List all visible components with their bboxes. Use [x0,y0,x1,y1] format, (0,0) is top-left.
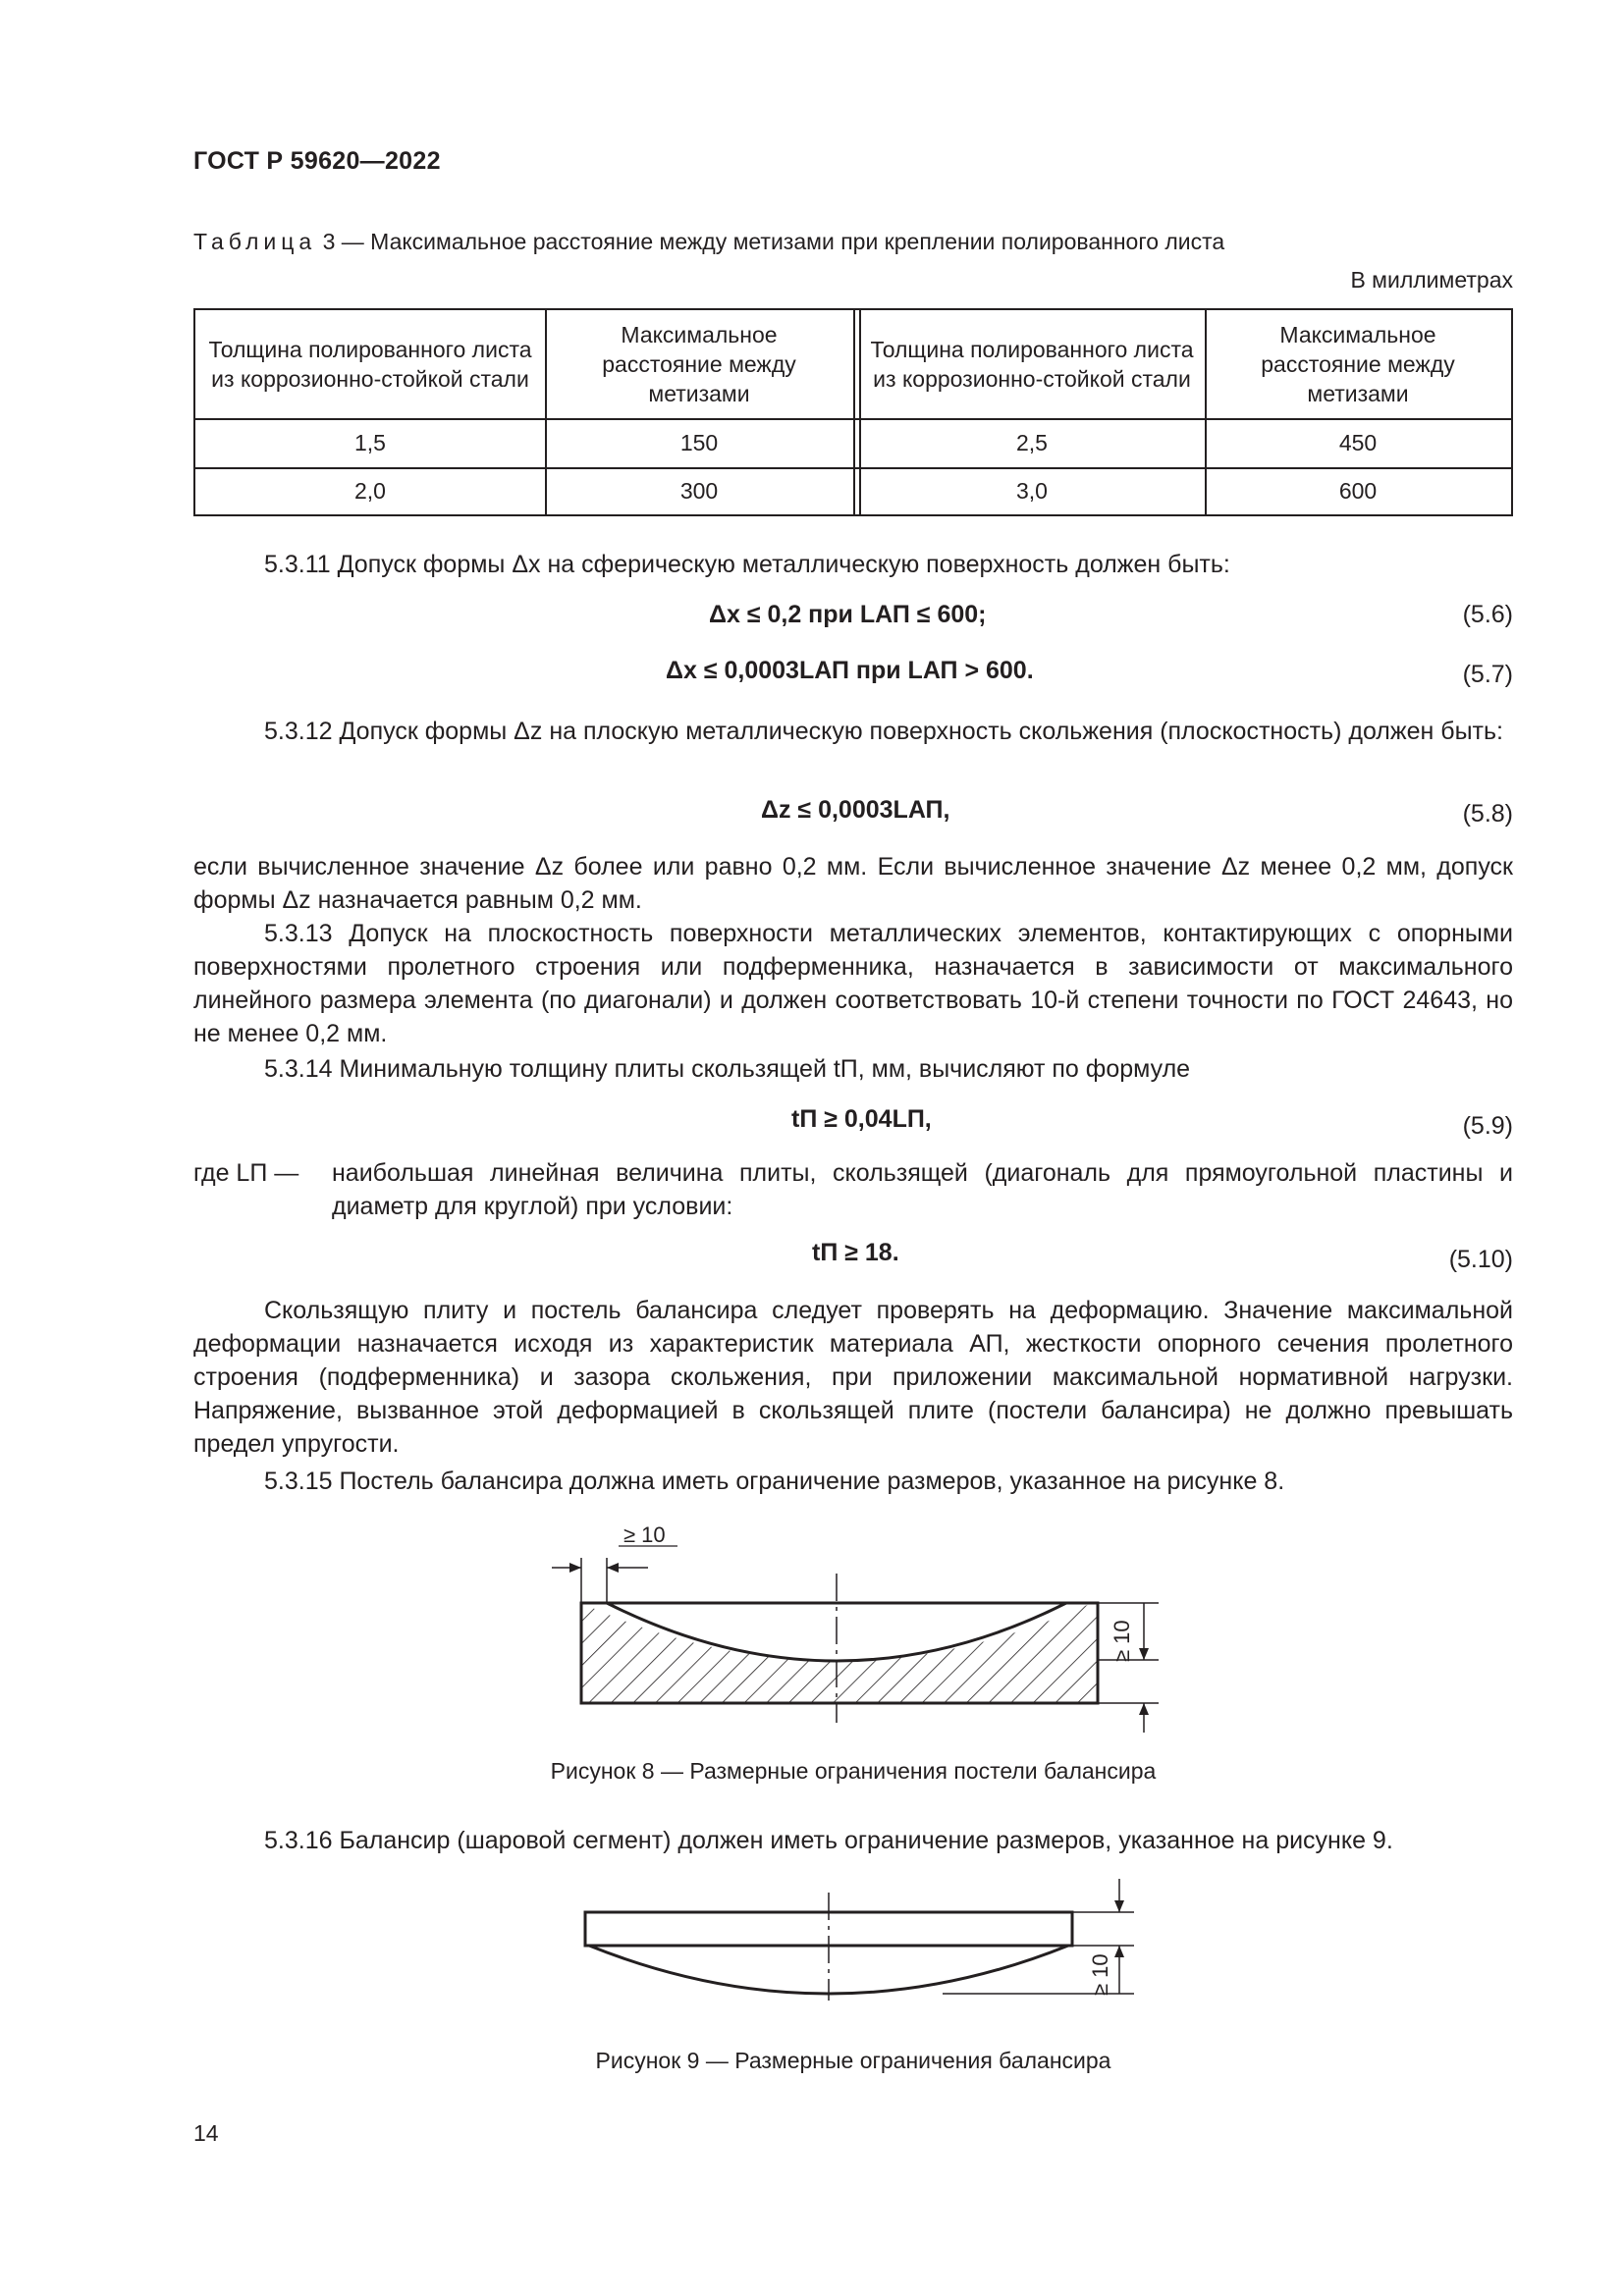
table-cell: 3,0 [1016,478,1048,504]
formula-5-8: Δz ≤ 0,0003LАП, [761,796,950,824]
where-label: где LП — [193,1159,299,1187]
formula-5-9: tП ≥ 0,04LП, [791,1105,932,1133]
formula-number: (5.6) [1462,601,1513,628]
paragraph-5-3-11: 5.3.11 Допуск формы Δx на сферическую металлическую поверхность должен быть: [264,551,1230,578]
table-cell: 150 [679,430,719,455]
figure-8-drawing [530,1517,1168,1737]
paragraph-5-3-12: 5.3.12 Допуск формы Δz на плоскую металлическую поверхность скольжения (плоскостность) должен быть: [264,718,1503,745]
figure-8-dim-top: ≥ 10 [623,1522,666,1547]
paragraph-5-3-15: 5.3.15 Постель балансира должна иметь ограничение размеров, указанное на рисунке 8. [264,1468,1285,1495]
formula-5-7: Δx ≤ 0,0003LАП при LАП > 600. [666,657,1034,684]
table-header-cell: Максимальное расстояние между метизами [602,322,796,406]
table-caption [193,229,1224,255]
figure-9-drawing [569,1875,1159,2022]
formula-number: (5.8) [1462,800,1513,828]
formula-number: (5.10) [1448,1246,1513,1273]
paragraph-deformation: Скользящую плиту и постель балансира следует проверять на деформацию. Значение максимальной деформации назначается исходя из характеристик материала АП, жесткости опорного сечения пролетного строения (подферменника) и зазора скольжения, при приложении максимальной нормативной нагрузки. Напряжение, вызванное этой деформацией в скользящей плите (постели балансира) не должно превышать предел упругости. [193,1297,1513,1458]
formula-5-6: Δx ≤ 0,2 при LАП ≤ 600; [709,601,987,628]
paragraph-5-3-12-continued: если вычисленное значение Δz более или равно 0,2 мм. Если вычисленное значение Δz менее 0,2 мм, допуск формы Δz назначается равным 0,2 мм. [193,853,1513,914]
paragraph-5-3-13: 5.3.13 Допуск на плоскостность поверхности металлических элементов, контактирующих с опорными поверхностями пролетного строения или подферменника, назначается в зависимости от максимального линейного размера элемента (по диагонали) и должен соответствовать 10-й степени точности по ГОСТ 24643, но не менее 0,2 мм. [193,920,1513,1047]
table-header-cell: Толщина полированного листа из коррозионно-стойкой стали [208,337,532,392]
table-header-cell: Максимальное расстояние между метизами [1261,322,1455,406]
table-caption-prefix: Таблица [193,229,317,254]
table-units: В миллиметрах [1350,267,1513,293]
table-header-cell: Толщина полированного листа из коррозионно-стойкой стали [870,337,1194,392]
paragraph-5-3-16: 5.3.16 Балансир (шаровой сегмент) должен иметь ограничение размеров, указанное на рисунке 9. [264,1827,1393,1854]
formula-5-10: tП ≥ 18. [812,1239,899,1266]
figure-9-caption: Рисунок 9 — Размерные ограничения балансира [595,2048,1111,2073]
table-cell: 1,5 [354,430,386,455]
table-cell: 300 [679,478,719,504]
where-text: наибольшая линейная величина плиты, скользящей (диагональ для прямоугольной пластины и диаметр для круглой) при условии: [332,1159,1513,1220]
table-cell: 2,5 [1016,430,1048,455]
table-caption-text: 3 — Максимальное расстояние между метизами при креплении полированного листа [316,229,1225,254]
figure-8-caption: Рисунок 8 — Размерные ограничения постели балансира [550,1758,1157,1784]
table-cell: 450 [1338,430,1378,455]
distance-table [193,308,1513,516]
table-divider [853,310,855,514]
figure-8-dim-side: ≥ 10 [1110,1620,1134,1662]
paragraph-5-3-14: 5.3.14 Минимальную толщину плиты скользящей tП, мм, вычисляют по формуле [264,1055,1191,1083]
formula-number: (5.9) [1462,1112,1513,1140]
figure-9-dim-side: ≥ 10 [1088,1953,1112,1996]
page-number: 14 [193,2120,219,2146]
table-cell: 2,0 [354,478,386,504]
formula-number: (5.7) [1462,661,1513,688]
document-code: ГОСТ Р 59620—2022 [193,147,441,175]
table-cell: 600 [1338,478,1378,504]
